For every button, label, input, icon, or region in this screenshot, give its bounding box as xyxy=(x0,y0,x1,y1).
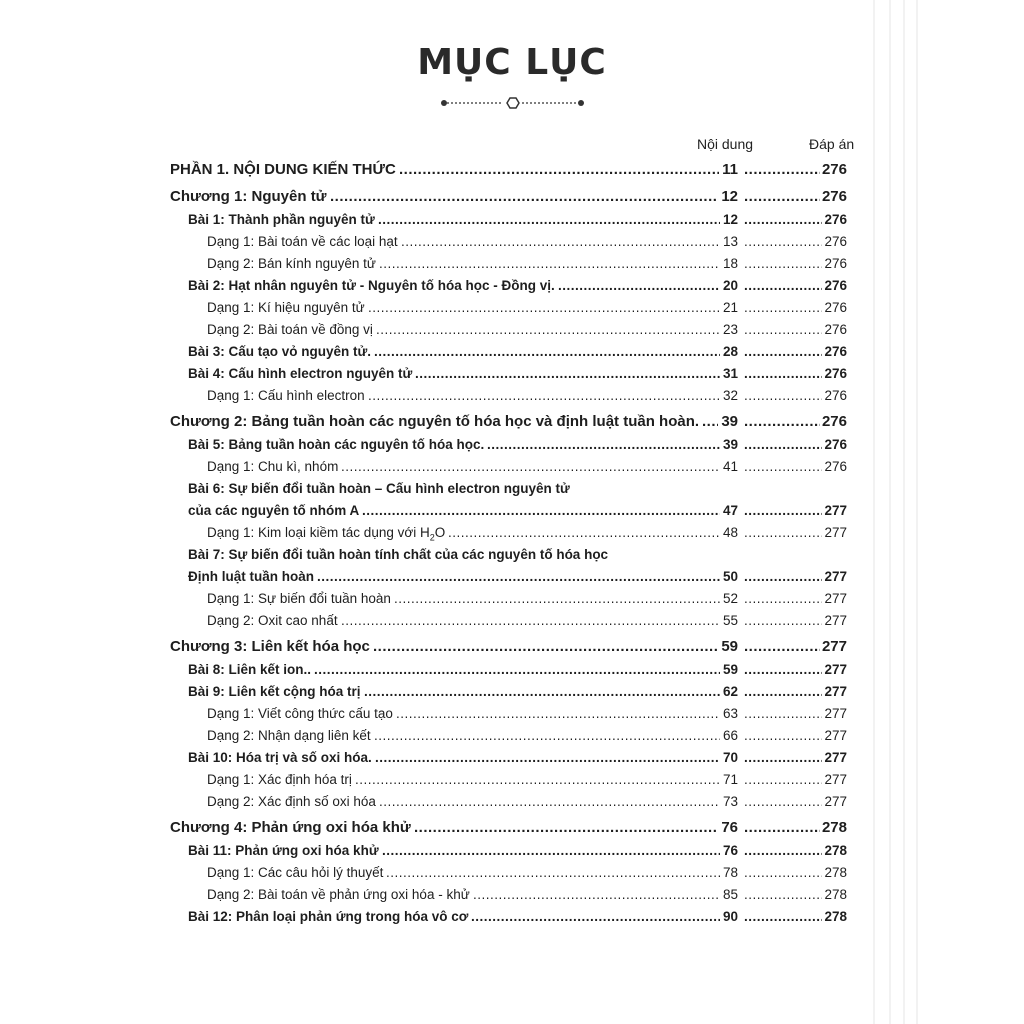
answer-page-number: 276 xyxy=(824,234,847,249)
page-number: 48 xyxy=(722,525,738,540)
leader-dots xyxy=(314,659,720,681)
answer-page-number: 278 xyxy=(824,865,847,880)
answer-page-number: 277 xyxy=(824,684,847,699)
answer-page-number: 276 xyxy=(824,300,847,315)
leader-dots xyxy=(744,791,822,813)
topic-entry xyxy=(0,725,1024,747)
leader-dots xyxy=(401,231,720,253)
leader-dots xyxy=(355,769,720,791)
leader-dots xyxy=(341,456,720,478)
answer-page-number: 276 xyxy=(821,161,847,178)
lesson-entry xyxy=(0,544,1024,566)
lesson-entry xyxy=(0,209,1024,231)
part-heading xyxy=(0,159,1024,181)
entry-label: Bài 4: Cấu hình electron nguyên tử xyxy=(188,366,413,381)
entry-label: Bài 5: Bảng tuần hoàn các nguyên tố hóa học. xyxy=(188,437,485,452)
answer-page-number: 277 xyxy=(824,662,847,677)
topic-entry xyxy=(0,253,1024,275)
leader-dots xyxy=(317,566,720,588)
leader-dots xyxy=(373,636,718,658)
answer-page-number: 277 xyxy=(824,750,847,765)
leader-dots xyxy=(374,341,720,363)
entry-label: Dạng 1: Chu kì, nhóm xyxy=(207,459,339,474)
entry-label: Bài 7: Sự biến đổi tuần hoàn tính chất của các nguyên tố hóa học xyxy=(188,547,609,562)
answer-page-number: 278 xyxy=(824,909,847,924)
answer-page-number: 277 xyxy=(824,591,847,606)
leader-dots xyxy=(744,186,820,208)
lesson-entry xyxy=(0,906,1024,928)
entry-label: Chương 1: Nguyên tử xyxy=(170,188,327,205)
page-number: 13 xyxy=(722,234,738,249)
page-number: 62 xyxy=(722,684,738,699)
lesson-entry xyxy=(0,341,1024,363)
column-header-content: Nội dung xyxy=(697,136,754,152)
leader-dots xyxy=(414,817,718,839)
leader-dots xyxy=(396,703,720,725)
leader-dots xyxy=(744,456,822,478)
leader-dots xyxy=(744,610,822,632)
answer-page-number: 276 xyxy=(824,278,847,293)
entry-label: Chương 4: Phản ứng oxi hóa khử xyxy=(170,819,411,836)
page-number: 11 xyxy=(722,161,738,178)
page-number: 47 xyxy=(722,503,738,518)
leader-dots xyxy=(744,363,822,385)
leader-dots xyxy=(744,906,822,928)
leader-dots xyxy=(368,385,720,407)
lesson-entry xyxy=(0,681,1024,703)
entry-label: Dạng 1: Cấu hình electron xyxy=(207,388,365,403)
page-number: 31 xyxy=(722,366,738,381)
lesson-entry xyxy=(0,275,1024,297)
lesson-entry xyxy=(0,434,1024,456)
answer-page-number: 276 xyxy=(824,388,847,403)
leader-dots xyxy=(379,253,720,275)
page-number: 52 xyxy=(722,591,738,606)
entry-label: PHẦN 1. NỘI DUNG KIẾN THỨC xyxy=(170,161,396,178)
answer-page-number: 276 xyxy=(824,366,847,381)
entry-label: Dạng 2: Bài toán về phản ứng oxi hóa - khử xyxy=(207,887,470,902)
answer-page-number: 277 xyxy=(821,638,847,655)
leader-dots xyxy=(394,588,720,610)
leader-dots xyxy=(473,884,720,906)
entry-label: Chương 3: Liên kết hóa học xyxy=(170,638,370,655)
entry-label: Dạng 1: Kí hiệu nguyên tử xyxy=(207,300,365,315)
leader-dots xyxy=(744,636,820,658)
entry-label: Dạng 1: Viết công thức cấu tạo xyxy=(207,706,393,721)
leader-dots xyxy=(744,681,822,703)
entry-label: của các nguyên tố nhóm A xyxy=(188,503,360,518)
entry-label: Dạng 1: Sự biến đổi tuần hoàn xyxy=(207,591,391,606)
leader-dots xyxy=(368,297,720,319)
entry-label: Định luật tuần hoàn xyxy=(188,569,314,584)
topic-entry xyxy=(0,588,1024,610)
page-number: 21 xyxy=(722,300,738,315)
answer-page-number: 276 xyxy=(821,188,847,205)
topic-entry xyxy=(0,297,1024,319)
page-number: 39 xyxy=(722,437,738,452)
leader-dots xyxy=(471,906,720,928)
page-number: 76 xyxy=(722,843,738,858)
leader-dots xyxy=(744,725,822,747)
answer-page-number: 276 xyxy=(821,413,847,430)
entry-label: Dạng 2: Bán kính nguyên tử xyxy=(207,256,376,271)
entry-label: Bài 9: Liên kết cộng hóa trị xyxy=(188,684,361,699)
answer-page-number: 277 xyxy=(824,706,847,721)
leader-dots xyxy=(744,769,822,791)
lesson-entry xyxy=(0,566,1024,588)
answer-page-number: 277 xyxy=(824,728,847,743)
answer-page-number: 277 xyxy=(824,525,847,540)
page-number: 12 xyxy=(721,188,738,205)
topic-entry xyxy=(0,703,1024,725)
leader-dots xyxy=(744,275,822,297)
page-number: 55 xyxy=(722,613,738,628)
page-number: 76 xyxy=(721,819,738,836)
page-number: 66 xyxy=(722,728,738,743)
leader-dots xyxy=(379,791,720,813)
leader-dots xyxy=(744,703,822,725)
leader-dots xyxy=(744,434,822,456)
entry-label: Bài 10: Hóa trị và số oxi hóa. xyxy=(188,750,372,765)
answer-page-number: 277 xyxy=(824,503,847,518)
entry-label: Dạng 2: Xác định số oxi hóa xyxy=(207,794,376,809)
topic-entry xyxy=(0,884,1024,906)
leader-dots xyxy=(399,159,719,181)
answer-page-number: 277 xyxy=(824,794,847,809)
page-number: 50 xyxy=(722,569,738,584)
leader-dots xyxy=(744,566,822,588)
entry-label: Bài 6: Sự biến đổi tuần hoàn – Cấu hình electron nguyên tử xyxy=(188,481,570,496)
page-number: 59 xyxy=(721,638,738,655)
answer-page-number: 278 xyxy=(821,819,847,836)
leader-dots xyxy=(744,817,820,839)
leader-dots xyxy=(376,319,720,341)
entry-label: Dạng 2: Oxit cao nhất xyxy=(207,613,338,628)
page-number: 70 xyxy=(722,750,738,765)
topic-entry xyxy=(0,769,1024,791)
leader-dots xyxy=(744,588,822,610)
page-number: 39 xyxy=(721,413,738,430)
entry-label: Chương 2: Bảng tuần hoàn các nguyên tố hóa học và định luật tuần hoàn. xyxy=(170,413,700,430)
answer-page-number: 276 xyxy=(824,344,847,359)
page-number: 32 xyxy=(722,388,738,403)
page-number: 85 xyxy=(722,887,738,902)
page-number: 20 xyxy=(722,278,738,293)
topic-entry xyxy=(0,522,1024,544)
lesson-entry xyxy=(0,363,1024,385)
page-number: 59 xyxy=(722,662,738,677)
answer-page-number: 278 xyxy=(824,887,847,902)
entry-label: Bài 12: Phân loại phản ứng trong hóa vô cơ xyxy=(188,909,469,924)
answer-page-number: 276 xyxy=(824,437,847,452)
topic-entry xyxy=(0,385,1024,407)
leader-dots xyxy=(744,747,822,769)
leader-dots xyxy=(744,884,822,906)
page-number: 90 xyxy=(722,909,738,924)
leader-dots xyxy=(341,610,720,632)
lesson-entry xyxy=(0,659,1024,681)
page-title: MỤC LỤC xyxy=(417,42,607,83)
leader-dots xyxy=(487,434,720,456)
leader-dots xyxy=(744,411,820,433)
answer-page-number: 277 xyxy=(824,772,847,787)
entry-label: Dạng 1: Bài toán về các loại hạt xyxy=(207,234,398,249)
leader-dots xyxy=(744,385,822,407)
leader-dots xyxy=(744,231,822,253)
topic-entry xyxy=(0,456,1024,478)
leader-dots xyxy=(330,186,718,208)
lesson-entry xyxy=(0,478,1024,500)
entry-label: Bài 3: Cấu tạo vỏ nguyên tử. xyxy=(188,344,372,359)
topic-entry xyxy=(0,862,1024,884)
leader-dots xyxy=(744,840,822,862)
answer-page-number: 277 xyxy=(824,569,847,584)
entry-label: Dạng 2: Nhận dạng liên kết xyxy=(207,728,371,743)
leader-dots xyxy=(364,681,720,703)
entry-label: Dạng 1: Kim loại kiềm tác dụng với $H_2O$ xyxy=(207,525,446,543)
leader-dots xyxy=(744,319,822,341)
lesson-entry xyxy=(0,747,1024,769)
topic-entry xyxy=(0,610,1024,632)
answer-page-number: 276 xyxy=(824,459,847,474)
topic-entry xyxy=(0,791,1024,813)
answer-page-number: 276 xyxy=(824,212,847,227)
leader-dots xyxy=(448,522,720,544)
page-number: 78 xyxy=(722,865,738,880)
leader-dots xyxy=(558,275,720,297)
leader-dots xyxy=(744,341,822,363)
leader-dots xyxy=(362,500,720,522)
leader-dots xyxy=(374,725,720,747)
page-number: 18 xyxy=(722,256,738,271)
leader-dots xyxy=(375,747,720,769)
entry-label: Bài 8: Liên kết ion.. xyxy=(188,662,312,677)
page-number: 23 xyxy=(722,322,738,337)
leader-dots xyxy=(744,522,822,544)
page-number: 41 xyxy=(722,459,738,474)
leader-dots xyxy=(744,209,822,231)
lesson-entry xyxy=(0,840,1024,862)
leader-dots xyxy=(378,209,720,231)
page-number: 63 xyxy=(722,706,738,721)
leader-dots xyxy=(382,840,720,862)
leader-dots xyxy=(386,862,720,884)
answer-page-number: 276 xyxy=(824,322,847,337)
chapter-entry xyxy=(0,186,1024,208)
answer-page-number: 278 xyxy=(824,843,847,858)
answer-page-number: 277 xyxy=(824,613,847,628)
chapter-entry xyxy=(0,636,1024,658)
entry-label: Bài 2: Hạt nhân nguyên tử - Nguyên tố hóa học - Đồng vị. xyxy=(188,278,555,293)
entry-label: Dạng 1: Các câu hỏi lý thuyết xyxy=(207,865,384,880)
entry-label: Bài 11: Phản ứng oxi hóa khử xyxy=(188,843,379,858)
lesson-entry xyxy=(0,500,1024,522)
leader-dots xyxy=(744,159,820,181)
entry-label: Dạng 1: Xác định hóa trị xyxy=(207,772,352,787)
page-number: 12 xyxy=(722,212,738,227)
leader-dots xyxy=(702,411,718,433)
page-number: 73 xyxy=(722,794,738,809)
leader-dots xyxy=(415,363,720,385)
leader-dots xyxy=(744,297,822,319)
entry-label: Dạng 2: Bài toán về đồng vị xyxy=(207,322,373,337)
page-number: 28 xyxy=(722,344,738,359)
entry-label: Bài 1: Thành phần nguyên tử xyxy=(188,212,375,227)
chapter-entry xyxy=(0,411,1024,433)
leader-dots xyxy=(744,253,822,275)
topic-entry xyxy=(0,231,1024,253)
topic-entry xyxy=(0,319,1024,341)
leader-dots xyxy=(744,500,822,522)
page-number: 71 xyxy=(722,772,738,787)
leader-dots xyxy=(744,862,822,884)
column-header-answer: Đáp án xyxy=(809,136,855,152)
chapter-entry xyxy=(0,817,1024,839)
leader-dots xyxy=(744,659,822,681)
answer-page-number: 276 xyxy=(824,256,847,271)
